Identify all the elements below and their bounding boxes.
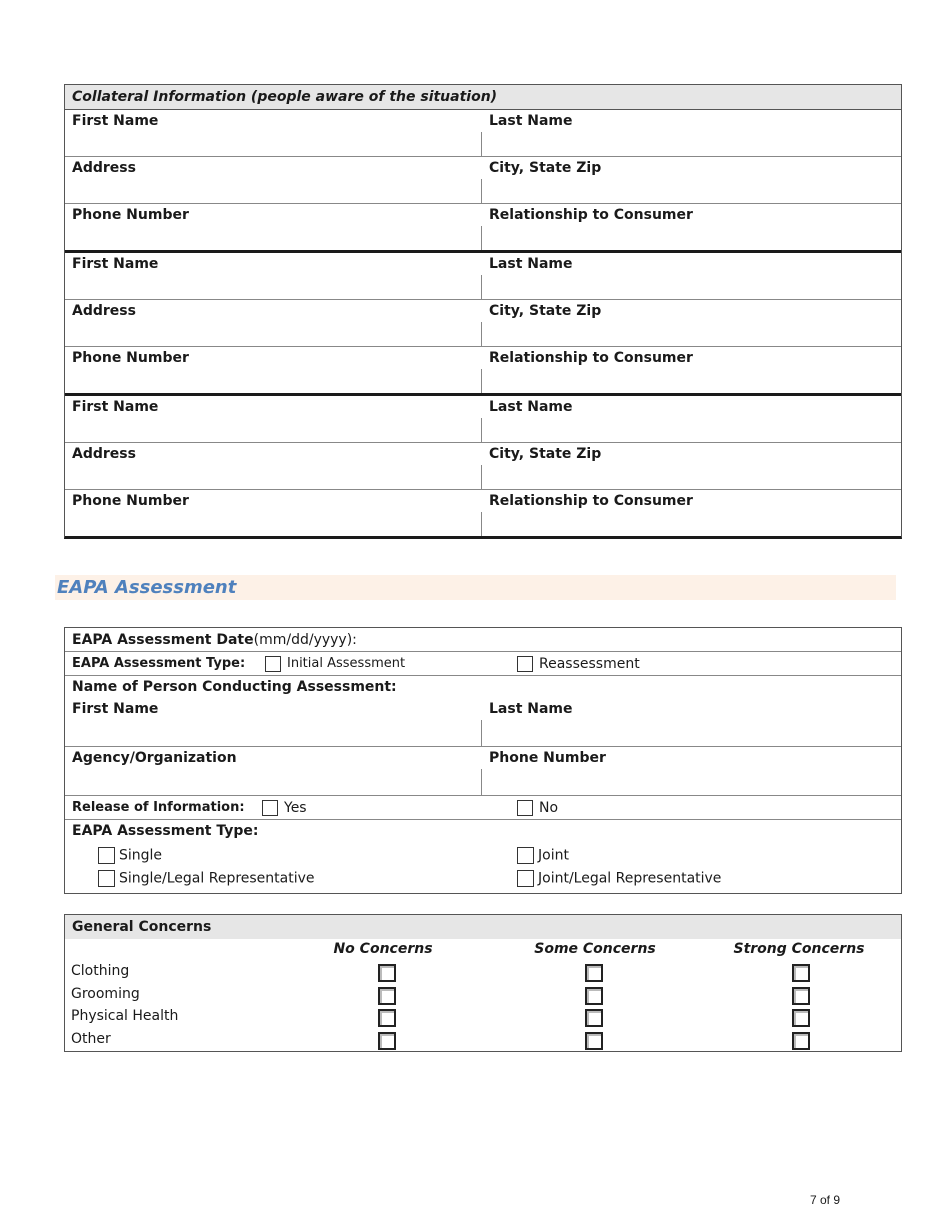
initial-assessment-checkbox[interactable] [265,656,281,672]
single-legal-option[interactable]: Single/Legal Representative [98,870,315,887]
assessment-table [64,627,902,894]
column-some-concerns: Some Concerns [534,941,656,957]
agency-field[interactable]: Agency/Organization [72,750,237,766]
other-strong-checkbox[interactable] [792,1032,810,1050]
collateral-contact-1 [65,110,901,253]
single-legal-checkbox[interactable] [98,870,115,887]
date-label: EAPA Assessment Date [72,631,254,648]
clothing-no-checkbox[interactable] [378,964,396,982]
last-name-field[interactable]: Last Name [482,110,901,156]
collateral-table [64,84,902,539]
release-no-checkbox[interactable] [517,800,533,816]
concern-row-other: Other [65,1029,901,1052]
physical-health-no-checkbox[interactable] [378,1009,396,1027]
column-strong-concerns: Strong Concerns [733,941,865,957]
release-label: Release of Information: [72,800,245,815]
phone-number-field[interactable]: Phone Number [72,207,189,223]
collateral-contact-2 [65,253,901,396]
physical-health-strong-checkbox[interactable] [792,1009,810,1027]
phone-number-field[interactable]: Phone Number [72,493,189,509]
release-row [65,796,901,820]
address-field[interactable]: Address [72,303,136,319]
release-no-option[interactable]: No [517,796,558,819]
page-number: 7 of 9 [810,1193,841,1207]
assessment-date-row[interactable] [65,628,901,652]
relationship-field[interactable]: Relationship to Consumer [482,490,901,536]
phone-number-field[interactable]: Phone Number [72,350,189,366]
assessment-type2-row [65,820,901,893]
reassessment-option[interactable]: Reassessment [517,652,640,675]
first-name-field[interactable]: First Name [72,399,159,415]
assessment-type-row [65,652,901,676]
release-yes-checkbox[interactable] [262,800,278,816]
joint-legal-option[interactable]: Joint/Legal Representative [517,870,721,887]
single-checkbox[interactable] [98,847,115,864]
concern-row-clothing: Clothing [65,961,901,984]
first-name-field[interactable]: First Name [72,256,159,272]
city-state-zip-field[interactable]: City, State Zip [482,157,901,203]
concern-row-physical-health: Physical Health [65,1006,901,1029]
general-concerns-header: General Concerns [65,915,901,939]
conductor-row [65,676,901,698]
conductor-first-name-field[interactable]: First Name [72,701,159,717]
section-title: EAPA Assessment [55,575,896,600]
collateral-contact-3 [65,396,901,536]
relationship-field[interactable]: Relationship to Consumer [482,204,901,250]
last-name-field[interactable]: Last Name [482,253,901,299]
conductor-name-row [65,698,901,747]
type2-label: EAPA Assessment Type: [72,823,259,839]
date-format: (mm/dd/yyyy): [253,631,357,648]
address-field[interactable]: Address [72,160,136,176]
city-state-zip-field[interactable]: City, State Zip [482,300,901,346]
other-no-checkbox[interactable] [378,1032,396,1050]
single-option[interactable]: Single [98,847,162,864]
conductor-last-name-field[interactable]: Last Name [482,698,901,746]
joint-option[interactable]: Joint [517,847,569,864]
grooming-strong-checkbox[interactable] [792,987,810,1005]
agency-phone-field[interactable]: Phone Number [482,747,901,795]
joint-legal-checkbox[interactable] [517,870,534,887]
collateral-header: Collateral Information (people aware of the situation) [65,85,901,110]
column-no-concerns: No Concerns [333,941,433,957]
clothing-strong-checkbox[interactable] [792,964,810,982]
relationship-field[interactable]: Relationship to Consumer [482,347,901,393]
last-name-field[interactable]: Last Name [482,396,901,442]
type-label: EAPA Assessment Type: [72,656,246,671]
conductor-label: Name of Person Conducting Assessment: [72,679,397,695]
agency-row [65,747,901,796]
physical-health-some-checkbox[interactable] [585,1009,603,1027]
reassessment-checkbox[interactable] [517,656,533,672]
grooming-some-checkbox[interactable] [585,987,603,1005]
release-yes-option[interactable]: Yes [262,796,307,819]
address-field[interactable]: Address [72,446,136,462]
first-name-field[interactable]: First Name [72,113,159,129]
city-state-zip-field[interactable]: City, State Zip [482,443,901,489]
concern-columns [65,939,901,961]
other-some-checkbox[interactable] [585,1032,603,1050]
grooming-no-checkbox[interactable] [378,987,396,1005]
initial-assessment-option[interactable]: Initial Assessment [265,652,405,675]
general-concerns-table [64,914,902,1052]
joint-checkbox[interactable] [517,847,534,864]
clothing-some-checkbox[interactable] [585,964,603,982]
concern-row-grooming: Grooming [65,984,901,1007]
